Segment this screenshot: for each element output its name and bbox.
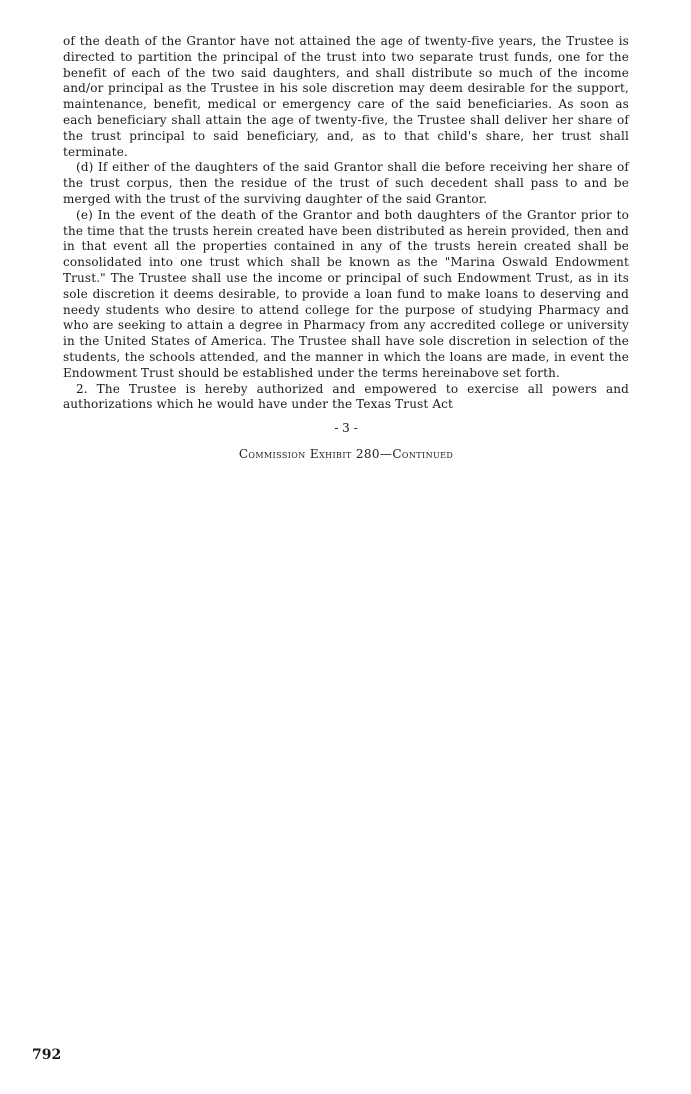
document-page xyxy=(63,34,629,461)
exhibit-caption: Commission Exhibit 280—Continued xyxy=(238,447,454,462)
inner-page-marker: - 3 - xyxy=(334,421,358,436)
paragraph-d: (d) If either of the daughters of the said Grantor shall die before receiving her share of the trust corpus, then the residue of the trust of such decedent shall pass to and be merged with the trust of the surviving daughter of the said Grantor. xyxy=(63,160,629,206)
paragraph-continuation: of the death of the Grantor have not attained the age of twenty-five years, the Trustee is directed to partition the principal of the trust into two separate trust funds, one for the benefit of each of the two said daughters, and shall distribute so much of the income and/or principal as the Trustee in his sole discretion may deem desirable for the support, maintenance, benefit, medical or emergency care of the said beneficiaries. As soon as each beneficiary shall attain the age of twenty-five, the Trustee shall deliver her share of the trust principal to said beneficiary, and, as to that child's share, her trust shall terminate. xyxy=(63,34,629,159)
paragraph-2: 2. The Trustee is hereby authorized and empowered to exercise all powers and authorizations which he would have under the Texas Trust Act xyxy=(63,381,629,412)
paragraph-e: (e) In the event of the death of the Grantor and both daughters of the Grantor prior to the time that the trusts herein created have been distributed as herein provided, then and in that event all the properties contained in any of the trusts herein created shall be consolidated into one trust which shall be known as the "Marina Oswald Endowment Trust." The Trustee shall use the income or principal of such Endowment Trust, as in its sole discretion it deems desirable, to provide a loan fund to make loans to deserving and needy students who desire to attend college for the purpose of studying Pharmacy and who are seeking to attain a degree in Pharmacy from any accredited college or university in the United States of America. The Trustee shall have sole discretion in selection of the students, the schools attended, and the manner in which the loans are made, in event the Endowment Trust should be established under the terms hereinabove set forth. xyxy=(63,207,629,380)
folio-page-number: 792 xyxy=(32,1047,62,1063)
